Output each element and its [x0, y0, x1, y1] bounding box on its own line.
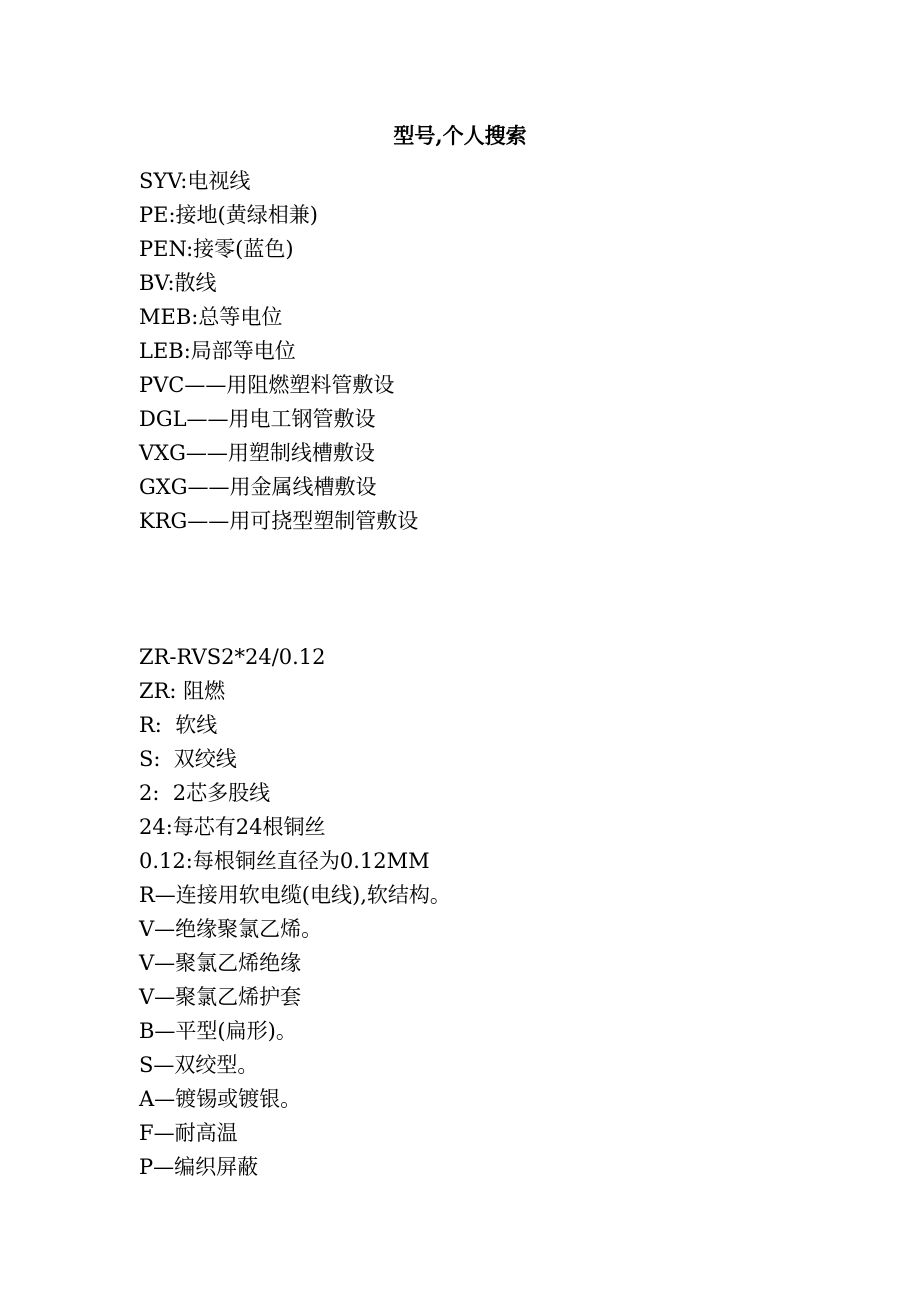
list-item: V—聚氯乙烯护套	[139, 985, 302, 1009]
list-item: PE:接地(黄绿相兼)	[139, 203, 318, 227]
list-item: KRG——用可挠型塑制管敷设	[139, 509, 419, 533]
abbreviation-list	[139, 164, 839, 538]
list-item: 2: 2芯多股线	[139, 781, 271, 805]
list-item: GXG——用金属线槽敷设	[139, 475, 377, 499]
list-item: A—镀锡或镀银。	[139, 1087, 302, 1111]
list-item: R: 软线	[139, 713, 218, 737]
list-item: 24:每芯有24根铜丝	[139, 815, 326, 839]
list-item: S: 双绞线	[139, 747, 237, 771]
list-item: V—绝缘聚氯乙烯。	[139, 917, 323, 941]
list-item: LEB:局部等电位	[139, 339, 296, 363]
list-item: ZR: 阻燃	[139, 679, 226, 703]
list-item: S—双绞型。	[139, 1053, 259, 1077]
list-item: BV:散线	[139, 271, 217, 295]
list-item: P—编织屏蔽	[139, 1155, 259, 1179]
list-item: B—平型(扁形)。	[139, 1019, 297, 1043]
list-item: F—耐高温	[139, 1121, 238, 1145]
list-item: R—连接用软电缆(电线),软结构。	[139, 883, 451, 907]
list-item: VXG——用塑制线槽敷设	[139, 441, 375, 465]
list-item: MEB:总等电位	[139, 305, 283, 329]
list-item: 0.12:每根铜丝直径为0.12MM	[139, 849, 430, 873]
list-item: DGL——用电工钢管敷设	[139, 407, 376, 431]
page-title: 型号,个人搜索	[393, 123, 527, 148]
list-item: SYV:电视线	[139, 169, 251, 193]
cable-model-explanation	[139, 640, 839, 1184]
list-item: PVC——用阻燃塑料管敷设	[139, 373, 395, 397]
list-item: ZR-RVS2*24/0.12	[139, 645, 326, 669]
list-item: PEN:接零(蓝色)	[139, 237, 294, 261]
list-item: V—聚氯乙烯绝缘	[139, 951, 302, 975]
